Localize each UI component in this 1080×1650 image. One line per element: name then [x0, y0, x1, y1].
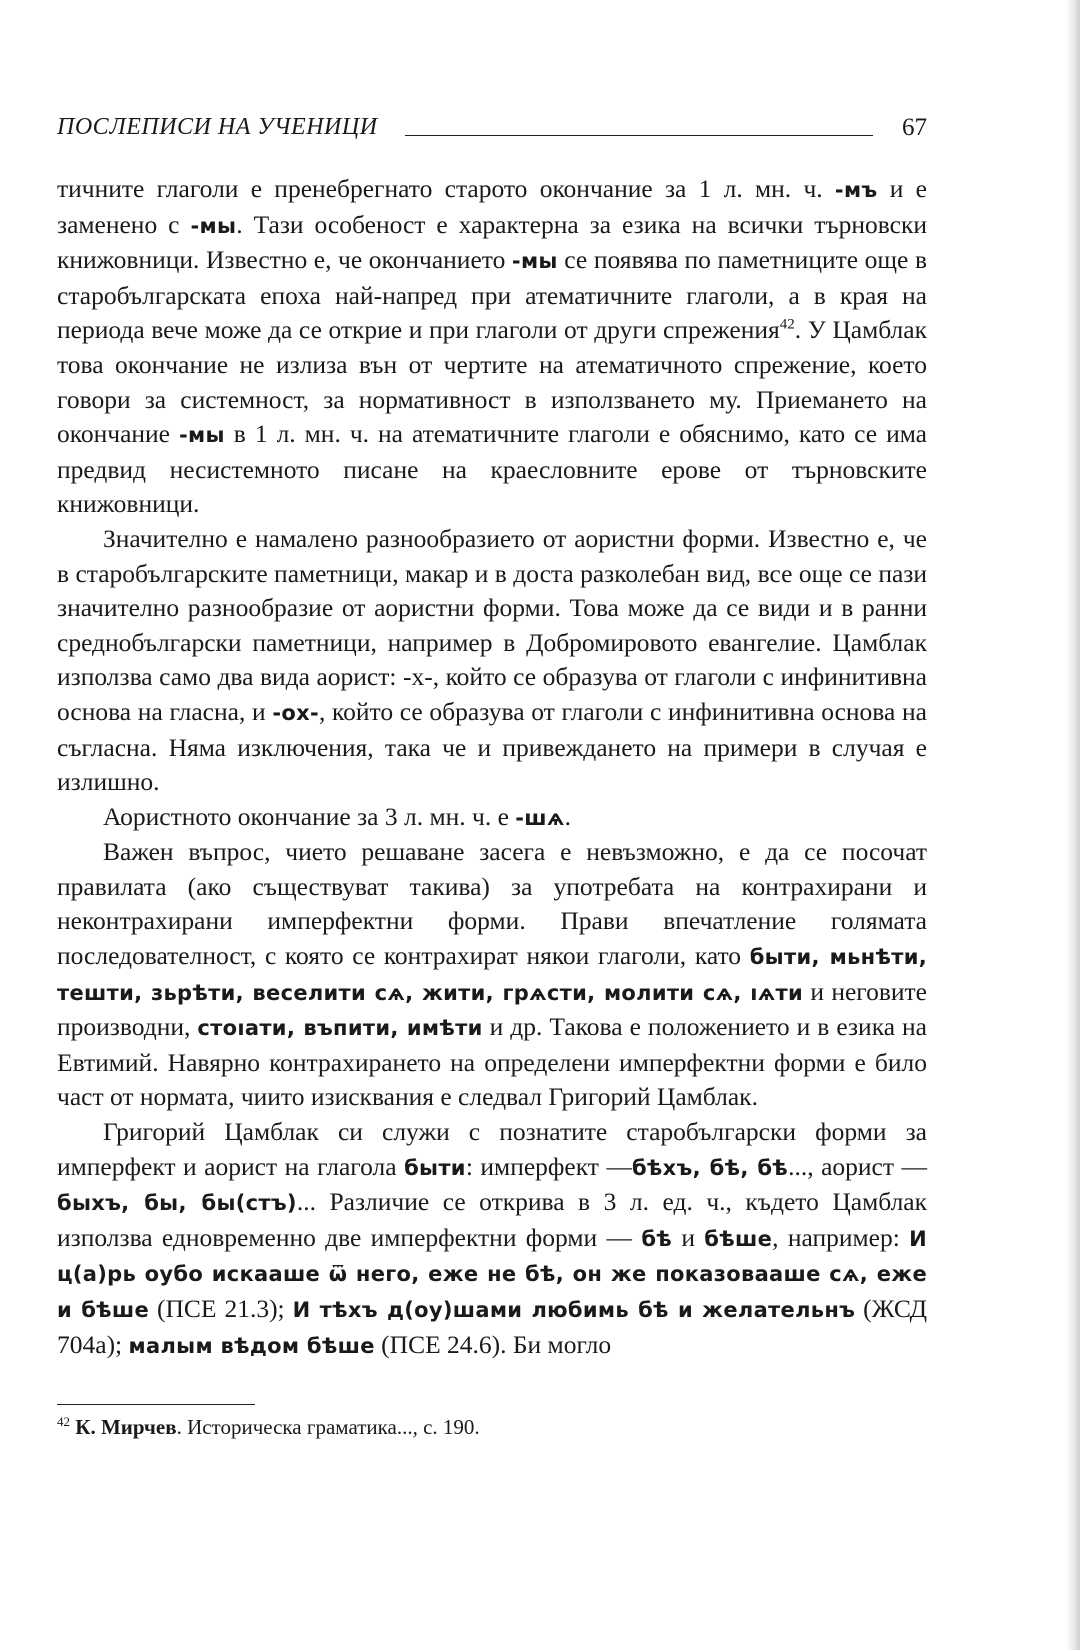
text-segment: (ПСЕ 24.6). Би могло	[374, 1329, 612, 1359]
paragraph	[57, 835, 927, 1115]
body-text	[57, 172, 927, 1363]
footnote-rule	[57, 1404, 255, 1405]
text-segment: . Тази особеност е характерна за езика на всички търновски книжовници. Известно е, че окончанието	[57, 209, 927, 275]
footnote-number: 42	[57, 1414, 70, 1429]
text-segment: , който се образува от глаголи с инфинитивна основа на съгласна. Няма изключения, така че и привеждането на примери в случая е излишно.	[57, 696, 927, 797]
text-segment: в 1 л. мн. ч. на атематичните глаголи е обяснимо, като се има предвид несистемното писане на краесловните ерове от търновските книжовници.	[57, 419, 927, 519]
old-bulgarian-form: стоıати, въпити, имѣти	[197, 1016, 483, 1041]
text-segment: и е заменено с	[57, 174, 927, 239]
old-bulgarian-form: И тѣхъ д(оу)шами любимь бѣ и желательнъ	[292, 1298, 856, 1322]
old-bulgarian-form: -мы	[511, 249, 558, 274]
text-segment: тичните глаголи е пренебрегнато старото окончание за 1 л. мн. ч.	[57, 174, 835, 203]
old-bulgarian-form: бѣше	[704, 1226, 773, 1251]
running-header	[57, 108, 927, 148]
text-segment: (ЖСД 704а);	[57, 1294, 927, 1359]
text-segment: Значително е намалено разнообразието от аористни форми. Известно е, че в старобългарските паметници, макар и в доста разколебан вид, все още се пази значително разнообразие от аористни форми. Това може да се види и в ранни среднобългарски паметници, например в Добромировото евангелие. Цамблак използва само два вида аорист: -х-, който се образува от глаголи с инфинитивна основа на гласна, и	[57, 523, 927, 726]
scan-edge-shadow	[1066, 0, 1080, 1650]
text-segment: , например:	[772, 1222, 910, 1252]
page-number: 67	[902, 114, 927, 141]
text-segment: и	[672, 1222, 705, 1252]
old-bulgarian-form: -мы	[179, 423, 225, 448]
paragraph	[57, 800, 927, 836]
old-bulgarian-form: бѣхъ, бѣ, бѣ	[631, 1155, 789, 1180]
footnote-ref: 42	[779, 316, 795, 333]
footnote	[57, 1412, 497, 1442]
text-segment: се появява по паметниците още в старобългарската епоха най-напред при атематичните глаголи, а в края на периода вече може да се открие и при глаголи от други спрежения	[57, 245, 928, 345]
text-segment: и неговите производни,	[57, 976, 928, 1042]
text-segment: : имперфект —	[465, 1151, 632, 1181]
old-bulgarian-form: -мы	[190, 213, 237, 238]
text-segment: ... Различие се открива в 3 л. ед. ч., където Цамблак използва едновременно две имперфектни форми —	[57, 1187, 927, 1252]
text-segment: .	[564, 801, 572, 831]
old-bulgarian-form: малым вѣдом бѣше	[128, 1333, 375, 1358]
header-rule	[405, 135, 873, 136]
paragraph	[57, 172, 927, 522]
old-bulgarian-form: бѣ	[641, 1226, 673, 1251]
paragraph	[57, 522, 927, 800]
paragraph	[57, 1115, 927, 1363]
text-segment: . У Цамблак това окончание не излиза вън от чертите на атематичното спрежение, което говори за системност, за нормативност в използването му. Приемането на окончание	[57, 315, 927, 449]
footnote-text: . Историческа граматика..., с. 190.	[176, 1415, 480, 1439]
text-segment: ..., аорист —	[788, 1151, 927, 1181]
text-segment: Григорий Цамблак си служи с познатите старобългарски форми за имперфект и аорист на глагола	[57, 1117, 927, 1181]
old-bulgarian-form: быти, мьнѣти, тешти, зьрѣти, веселити сѧ, жити, грѧсти, молити сѧ, ıѧти	[57, 945, 928, 1005]
text-segment: Аористното окончание за 3 л. мн. ч. е	[103, 801, 516, 831]
old-bulgarian-form: -мъ	[834, 178, 878, 202]
text-segment: Важен въпрос, чието решаване засега е невъзможно, е да се посочат правилата (ако съществуват такива) за употребата на контрахирани и неконтрахирани имперфектни форми. Прави впечатление голямата последователност, с която се контрахират някои глаголи, като	[57, 837, 927, 971]
footnote-author: К. Мирчев	[75, 1415, 177, 1439]
old-bulgarian-form: быти	[404, 1155, 466, 1180]
text-segment: (ПСЕ 21.3);	[149, 1294, 293, 1323]
old-bulgarian-form: быхъ, бы, бы(стъ)	[57, 1191, 297, 1216]
old-bulgarian-form: -шѧ	[515, 805, 565, 830]
text-segment: и др. Такова е положението и в езика на Евтимий. Навярно контрахирането на определени имперфектни форми е било част от нормата, чиито изисквания е следвал Григорий Цамблак.	[57, 1012, 928, 1112]
old-bulgarian-form: -ох-	[272, 700, 319, 725]
old-bulgarian-form: И ц(а)рь оубо искааше ѿ него, еже не бѣ, он же показоваашe сѧ, еже и бѣше	[57, 1226, 927, 1322]
running-title: ПОСЛЕПИСИ НА УЧЕНИЦИ	[57, 114, 378, 140]
